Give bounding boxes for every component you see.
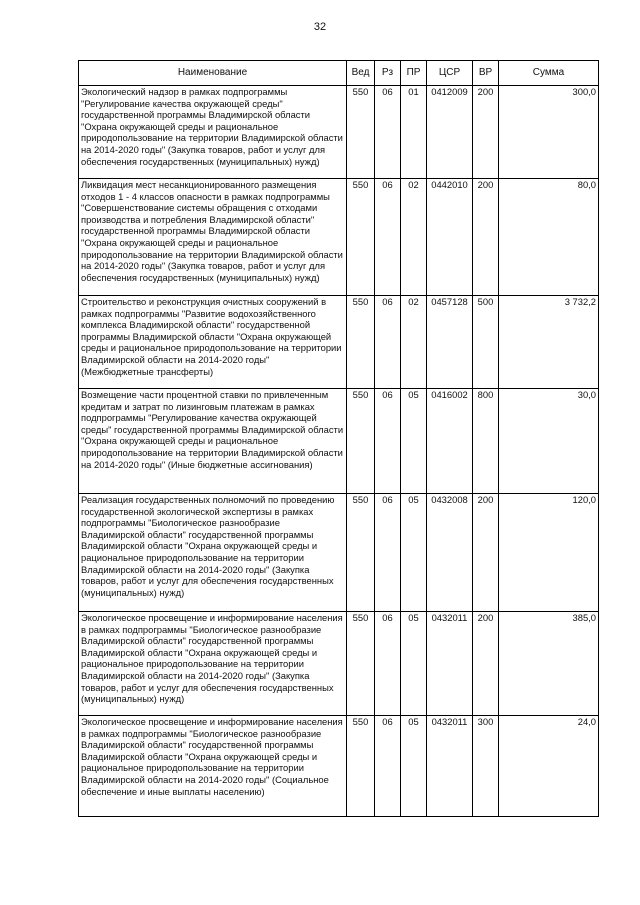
row-csr: 0432011 <box>427 716 473 817</box>
row-pr: 02 <box>401 179 427 296</box>
row-sum: 24,0 <box>499 716 599 817</box>
row-ved: 550 <box>347 494 375 612</box>
row-sum: 300,0 <box>499 86 599 179</box>
header-pr: ПР <box>401 61 427 86</box>
row-csr: 0442010 <box>427 179 473 296</box>
table-row <box>79 86 599 179</box>
row-rz: 06 <box>375 179 401 296</box>
row-vr: 200 <box>473 494 499 612</box>
row-vr: 200 <box>473 179 499 296</box>
row-rz: 06 <box>375 389 401 494</box>
row-name: Экологическое просвещение и информирование населения в рамках подпрограммы "Биологическое разнообразие Владимирской области" государственной программы Владимирской области "Охрана окружающей среды и рациональное природопользование на территории Владимирской области на 2014-2020 годы" (Закупка товаров, работ и услуг для обеспечения государственных (муниципальных) нужд) <box>79 612 347 716</box>
row-rz: 06 <box>375 494 401 612</box>
row-name: Возмещение части процентной ставки по привлеченным кредитам и затрат по лизинговым платежам в рамках подпрограммы "Регулирование качества окружающей среды" государственной программы Владимирской области "Охрана окружающей среды и рациональное природопользование на территории Владимирской области на 2014-2020 годы" (Иные бюджетные ассигнования) <box>79 389 347 494</box>
header-csr: ЦСР <box>427 61 473 86</box>
table-row <box>79 612 599 716</box>
row-vr: 500 <box>473 296 499 389</box>
row-pr: 05 <box>401 612 427 716</box>
table-row <box>79 296 599 389</box>
row-ved: 550 <box>347 179 375 296</box>
row-ved: 550 <box>347 716 375 817</box>
row-csr: 0432008 <box>427 494 473 612</box>
row-csr: 0457128 <box>427 296 473 389</box>
row-ved: 550 <box>347 296 375 389</box>
row-pr: 05 <box>401 716 427 817</box>
row-vr: 200 <box>473 86 499 179</box>
row-pr: 01 <box>401 86 427 179</box>
row-sum: 385,0 <box>499 612 599 716</box>
row-ved: 550 <box>347 389 375 494</box>
row-sum: 80,0 <box>499 179 599 296</box>
row-name: Экологическое просвещение и информирование населения в рамках подпрограммы "Биологическое разнообразие Владимирской области" государственной программы Владимирской области "Охрана окружающей среды и рациональное природопользование на территории Владимирской области на 2014-2020 годы" (Социальное обеспечение и иные выплаты населению) <box>79 716 347 817</box>
row-rz: 06 <box>375 86 401 179</box>
row-sum: 120,0 <box>499 494 599 612</box>
row-vr: 300 <box>473 716 499 817</box>
header-rz: Рз <box>375 61 401 86</box>
row-pr: 05 <box>401 389 427 494</box>
row-name: Экологический надзор в рамках подпрограммы "Регулирование качества окружающей среды" государственной программы Владимирской области "Охрана окружающей среды и рациональное природопользование на территории Владимирской области на 2014-2020 годы" (Закупка товаров, работ и услуг для обеспечения государственных (муниципальных) нужд) <box>79 86 347 179</box>
header-ved: Вед <box>347 61 375 86</box>
row-name: Ликвидация мест несанкционированного размещения отходов 1 - 4 классов опасности в рамках подпрограммы "Совершенствование системы обращения с отходами производства и потребления Владимирской области" государственной программы Владимирской области "Охрана окружающей среды и рациональное природопользование на территории Владимирской области на 2014-2020 годы" (Закупка товаров, работ и услуг для обеспечения государственных (муниципальных) нужд) <box>79 179 347 296</box>
header-sum: Сумма <box>499 61 599 86</box>
row-csr: 0432011 <box>427 612 473 716</box>
table-row <box>79 494 599 612</box>
row-name: Строительство и реконструкция очистных сооружений в рамках подпрограммы "Развитие водохозяйственного комплекса Владимирской области" государственной программы Владимирской области "Охрана окружающей среды и рациональное природопользование на территории Владимирской области на 2014-2020 годы" (Межбюджетные трансферты) <box>79 296 347 389</box>
header-name: Наименование <box>79 61 347 86</box>
page-number: 32 <box>313 21 327 33</box>
row-rz: 06 <box>375 716 401 817</box>
header-row <box>79 61 599 86</box>
budget-table <box>78 60 599 817</box>
row-sum: 3 732,2 <box>499 296 599 389</box>
table-row <box>79 179 599 296</box>
table-row <box>79 716 599 817</box>
row-csr: 0412009 <box>427 86 473 179</box>
row-rz: 06 <box>375 612 401 716</box>
row-sum: 30,0 <box>499 389 599 494</box>
row-vr: 800 <box>473 389 499 494</box>
table-row <box>79 389 599 494</box>
header-vr: ВР <box>473 61 499 86</box>
row-name: Реализация государственных полномочий по проведению государственной экологической экспертизы в рамках подпрограммы "Биологическое разнообразие Владимирской области" государственной программы Владимирской области "Охрана окружающей среды и рациональное природопользование на территории Владимирской области на 2014-2020 годы" (Закупка товаров, работ и услуг для обеспечения государственных (муниципальных) нужд) <box>79 494 347 612</box>
row-ved: 550 <box>347 612 375 716</box>
row-pr: 05 <box>401 494 427 612</box>
row-vr: 200 <box>473 612 499 716</box>
row-pr: 02 <box>401 296 427 389</box>
row-rz: 06 <box>375 296 401 389</box>
row-csr: 0416002 <box>427 389 473 494</box>
row-ved: 550 <box>347 86 375 179</box>
